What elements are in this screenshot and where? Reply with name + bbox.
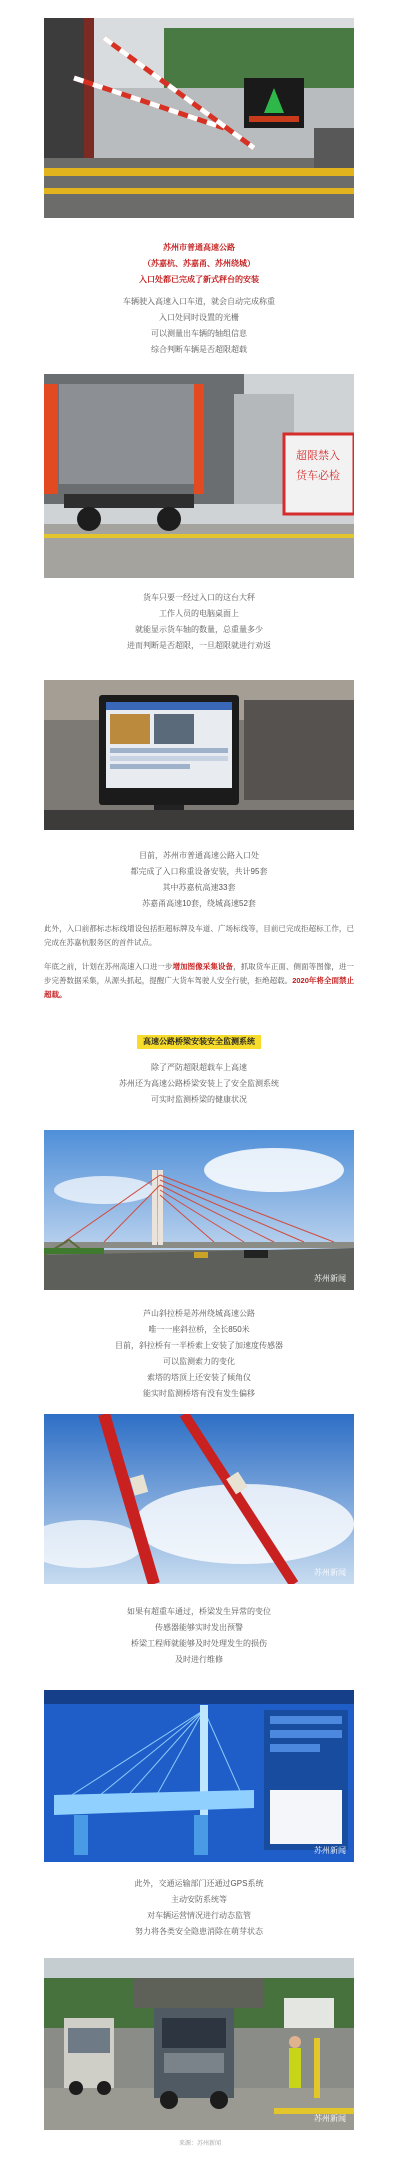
intro-line: 可以测量出车辆的轴组信息: [151, 329, 247, 338]
toll-lane-photo: [44, 1958, 354, 2130]
plan-rest: ，抓取货车正面、侧面等图像，进一步完善数据采集，从源头抓起，提醒广大货车驾驶人安全行驶，拒绝超载。: [44, 962, 354, 985]
alert-line: 传感器能够实时发出预警: [155, 1623, 243, 1632]
alert-line: 桥梁工程师就能够及时处理发生的损伤: [131, 1639, 267, 1648]
photo-watermark: 苏州新闻: [314, 1274, 346, 1283]
gps-line: 对车辆运营情况进行动态监管: [147, 1911, 251, 1920]
intro-line: 入口处同时设置的光栅: [159, 313, 239, 322]
plan-paragraph: [44, 960, 354, 1002]
cable-line: 能实时监测桥塔有没有发生偏移: [143, 1389, 255, 1398]
truck-weigh-photo: [44, 374, 354, 578]
weigh-line: 货车只要一经过入口的这台大秤: [143, 593, 255, 602]
equipment-section: [44, 848, 354, 1002]
cable-bridge-section: [44, 1306, 354, 1402]
section-tag: 高速公路桥梁安装安全监测系统: [137, 1035, 261, 1049]
bridge-model-photo: [44, 1690, 354, 1862]
cable-line: 目前，斜拉桥有一半桥索上安装了加速度传感器: [115, 1341, 283, 1350]
intro-subtitle: （苏嘉杭、苏嘉甬、苏州绕城）: [143, 259, 255, 268]
intro-title: 苏州市普通高速公路: [163, 243, 235, 252]
cable-line: 唯一一座斜拉桥，全长850米: [148, 1325, 250, 1334]
monitor-photo: [44, 680, 354, 830]
equipment-line: 目前，苏州市普通高速公路入口处: [139, 851, 259, 860]
intro-line: 车辆驶入高速入口车道，就会自动完成称重: [123, 297, 275, 306]
weigh-line: 工作人员的电脑桌面上: [159, 609, 239, 618]
equipment-line: 苏嘉甬高速10套，绕城高速52套: [142, 899, 256, 908]
intro-line: 综合判断车辆是否超限超载: [151, 345, 247, 354]
alert-section: [44, 1604, 354, 1668]
bridge-monitor-section: [44, 1034, 354, 1108]
plan-text: 年底之前，计划在苏州高速入口进一步: [44, 962, 173, 971]
equipment-line: 都完成了入口称重设备安装，共计95套: [130, 867, 268, 876]
sign-text-1: 超限禁入: [296, 449, 340, 462]
photo-watermark: 苏州新闻: [314, 1846, 346, 1855]
cable-line: 索塔的塔顶上还安装了倾角仪: [147, 1373, 251, 1382]
gps-line: 主动安防系统等: [171, 1895, 227, 1904]
sign-text-2: 货车必检: [296, 469, 340, 482]
plan-goal: 2020年将全面禁止超载。: [44, 976, 354, 999]
gps-line: 努力将各类安全隐患消除在萌芽状态: [135, 1927, 263, 1936]
gps-section: [44, 1876, 354, 1940]
cable-line: 芦山斜拉桥是苏州绕城高速公路: [143, 1309, 255, 1318]
weigh-line: 就能显示货车轴的数量，总重量多少: [135, 625, 263, 634]
alert-line: 及时进行维修: [175, 1655, 223, 1664]
bridge-line: 可实时监测桥梁的健康状况: [151, 1095, 247, 1104]
gps-line: 此外，交通运输部门还通过GPS系统: [134, 1879, 264, 1888]
intro-headline: 入口处都已完成了新式秤台的安装: [139, 275, 259, 284]
source-footer: 来源：苏州新闻: [178, 2141, 221, 2147]
bridge-line: 除了严防超限超载车上高速: [151, 1063, 247, 1072]
plan-highlight: 增加图像采集设备: [172, 962, 234, 971]
cable-sensor-photo: [44, 1414, 354, 1584]
photo-watermark: 苏州新闻: [314, 2114, 346, 2123]
alert-line: 如果有超重车通过，桥梁发生异常的变位: [127, 1607, 271, 1616]
intro-section: [44, 240, 354, 358]
weigh-section: [44, 590, 354, 654]
bridge-line: 苏州还为高速公路桥梁安装上了安全监测系统: [119, 1079, 279, 1088]
cable-line: 可以监测索力的变化: [163, 1357, 235, 1366]
cable-bridge-photo: [44, 1130, 354, 1290]
weigh-line: 进而判断是否超限，一旦超限就进行劝返: [127, 641, 271, 650]
photo-watermark: 苏州新闻: [314, 1568, 346, 1577]
toll-gate-photo: [44, 18, 354, 218]
measures-paragraph: 此外，入口前都标志标线增设包括拒超标牌及车道、广场标线等，目前已完成拒超标工作，已完成在苏嘉杭服务区的首件试点。: [44, 924, 354, 947]
equipment-line: 其中苏嘉杭高速33套: [162, 883, 236, 892]
